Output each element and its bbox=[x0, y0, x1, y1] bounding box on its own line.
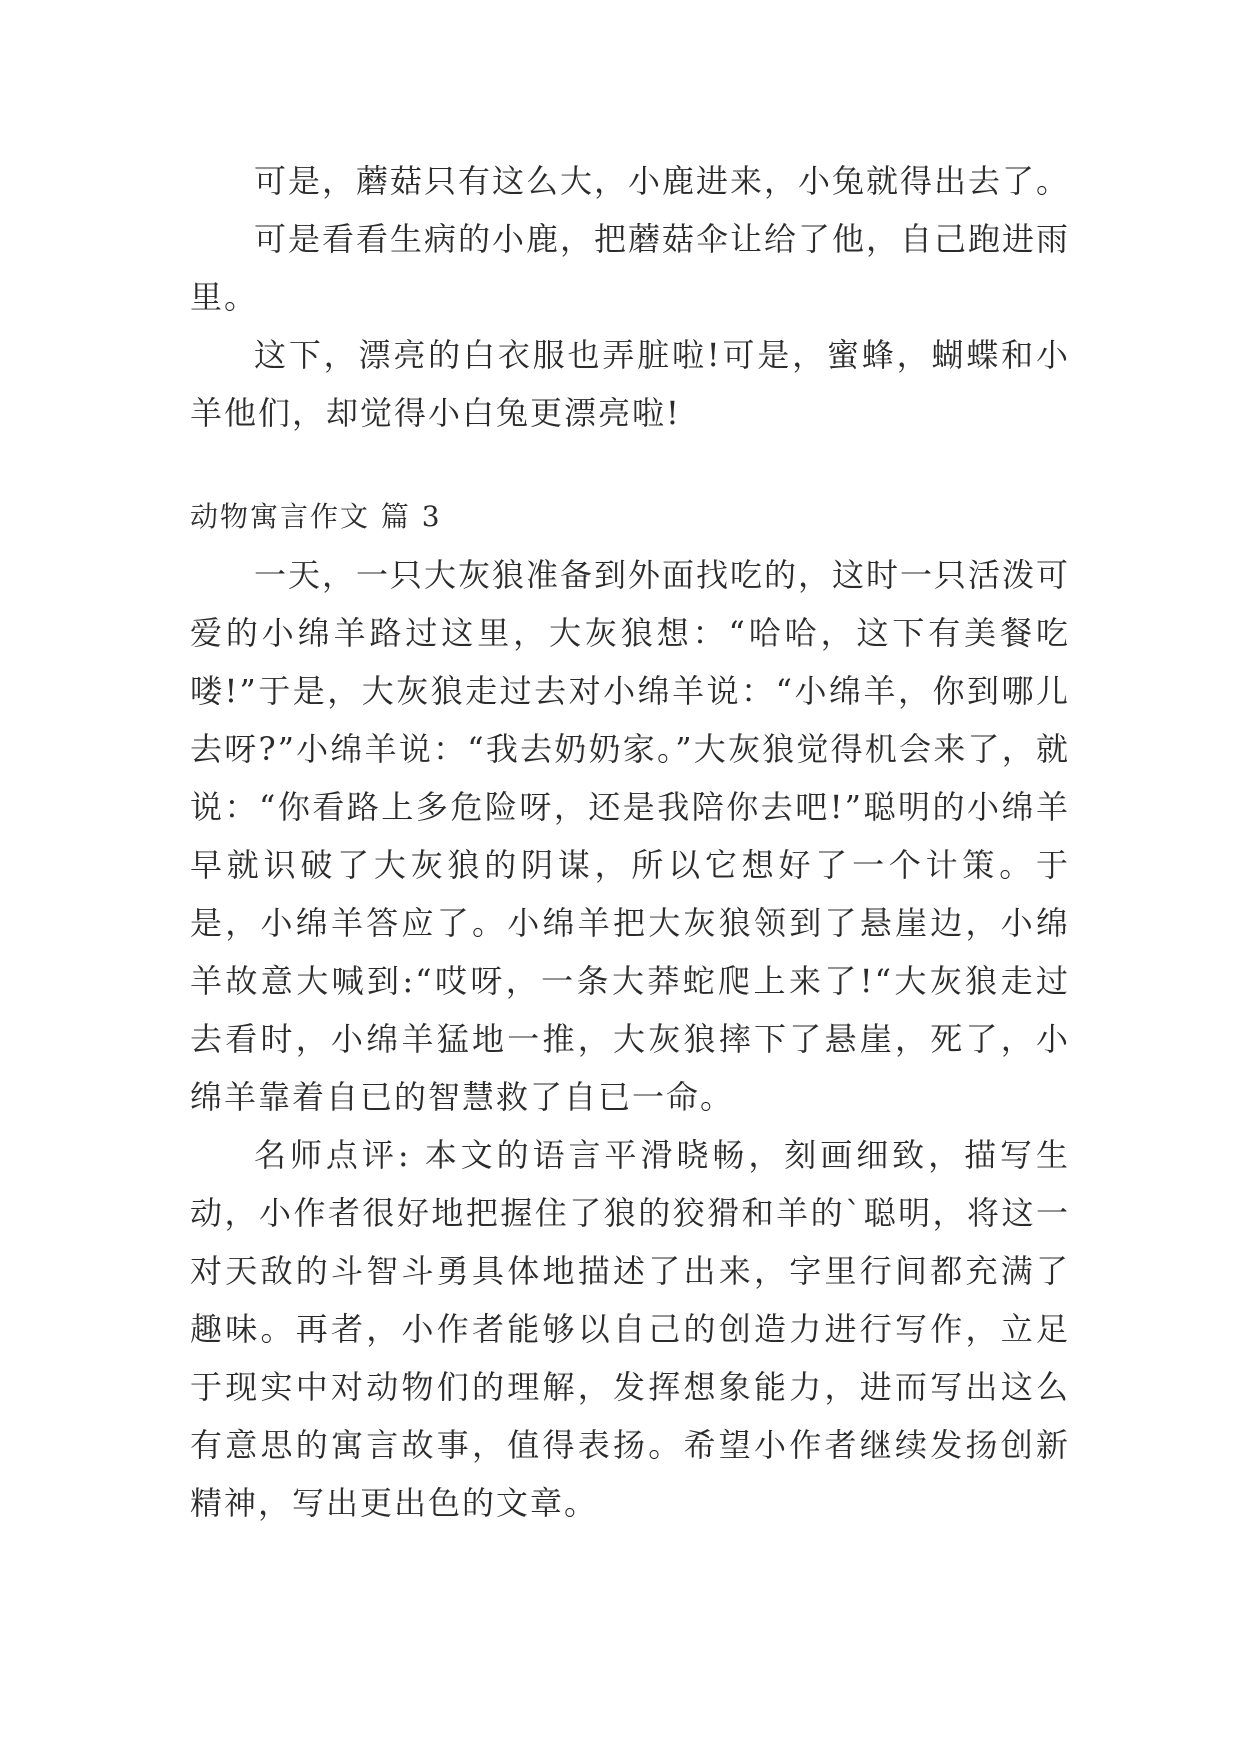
section-heading: 动物寓言作文 篇 3 bbox=[190, 500, 442, 533]
document-body bbox=[190, 152, 1070, 1532]
paragraph-give-umbrella: 可是看看生病的小鹿，把蘑菇伞让给了他，自己跑进雨里。 bbox=[190, 220, 1071, 316]
section-spacer bbox=[190, 442, 1070, 488]
paragraph-wolf-story: 一天，一只大灰狼准备到外面找吃的，这时一只活泼可爱的小绵羊路过这里，大灰狼想：“哈哈，这下有美餐吃喽!”于是，大灰狼走过去对小绵羊说：“小绵羊，你到哪儿去呀?”小绵羊说：“我去奶奶家。”大灰狼觉得机会来了，就说：“你看路上多危险呀，还是我陪你去吧!”聪明的小绵羊早就识破了大灰狼的阴谋，所以它想好了一个计策。于是，小绵羊答应了。小绵羊把大灰狼领到了悬崖边，小绵羊故意大喊到:“哎呀，一条大莽蛇爬上来了!“大灰狼走过去看时，小绵羊猛地一推，大灰狼摔下了悬崖，死了，小绵羊靠着自已的智慧救了自已一命。 bbox=[190, 556, 1071, 1116]
paragraph-mushroom-size: 可是，蘑菇只有这么大，小鹿进来，小兔就得出去了。 bbox=[254, 162, 1071, 200]
paragraph-dirty-clothes: 这下，漂亮的白衣服也弄脏啦!可是，蜜蜂，蝴蝶和小羊他们，却觉得小白兔更漂亮啦! bbox=[190, 336, 1070, 432]
paragraph-teacher-comment: 名师点评: 本文的语言平滑晓畅，刻画细致，描写生动，小作者很好地把握住了狼的狡猾和羊的`聪明，将这一对天敌的斗智斗勇具体地描述了出来，字里行间都充满了趣味。再者，小作者能够以自己的创造力进行写作，立足于现实中对动物们的理解，发挥想象能力，进而写出这么有意思的寓言故事，值得表扬。希望小作者继续发扬创新精神，写出更出色的文章。 bbox=[190, 1136, 1070, 1522]
